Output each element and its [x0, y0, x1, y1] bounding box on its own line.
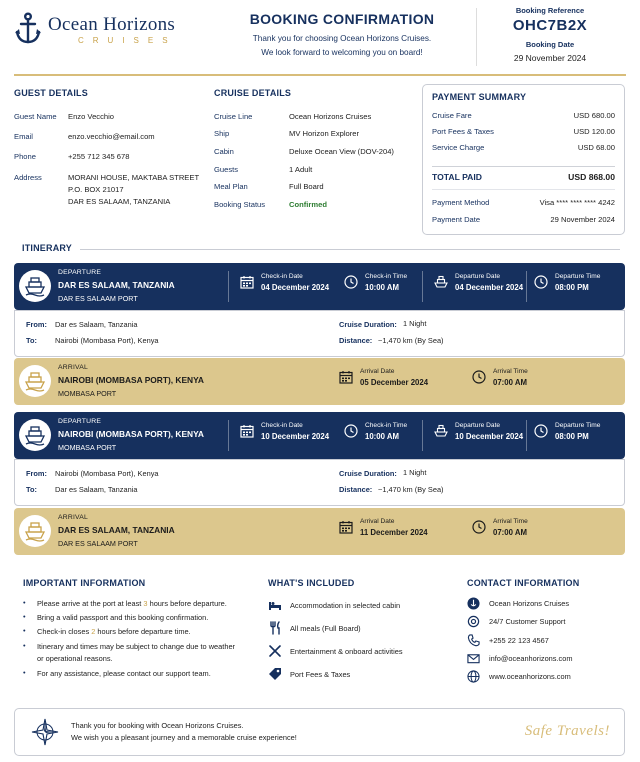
ship-icon	[19, 365, 51, 397]
entertainment-icon	[268, 644, 282, 658]
included-text: Port Fees & Taxes	[290, 669, 351, 679]
arrival-date-label: Arrival Date	[360, 368, 395, 375]
cruise-details-title: CRUISE DETAILS	[214, 88, 292, 98]
guest-details-title: GUEST DETAILS	[14, 88, 88, 98]
bed-icon	[268, 598, 282, 612]
arrival-port-name: DAR ES SALAAM PORT	[58, 539, 138, 548]
address-line-2: P.O. BOX 21017	[68, 185, 124, 194]
itinerary-title: ITINERARY	[22, 243, 72, 253]
info-bullet	[23, 668, 211, 680]
phone-label: Phone	[14, 152, 36, 161]
banner-divider	[228, 420, 229, 451]
contact-title: CONTACT INFORMATION	[467, 578, 580, 588]
departure-tag: DEPARTURE	[58, 418, 102, 425]
payment-method-label: Payment Method	[432, 198, 490, 207]
payment-summary-title: PAYMENT SUMMARY	[432, 92, 527, 102]
payment-row-label: Port Fees & Taxes	[432, 127, 494, 136]
included-item	[268, 598, 400, 612]
ship-small-icon	[434, 424, 448, 438]
tag-icon	[268, 667, 282, 681]
cabin-label: Cabin	[214, 147, 234, 156]
booking-date-label: Booking Date	[525, 40, 575, 49]
info-text: hours before departure time.	[95, 627, 191, 636]
departure-port-name: DAR ES SALAAM PORT	[58, 294, 138, 303]
departure-date-value: 04 December 2024	[455, 283, 524, 292]
info-text: hours before departure.	[147, 599, 227, 608]
arrival-date-value: 05 December 2024	[360, 378, 429, 387]
contact-text[interactable]: www.oceanhorizons.com	[489, 672, 571, 681]
checkin-date-label: Check-in Date	[261, 273, 303, 280]
cruise-line-label: Cruise Line	[214, 112, 253, 121]
booking-reference-label: Booking Reference	[515, 6, 585, 15]
from-value: Nairobi (Mombasa Port), Kenya	[55, 469, 159, 478]
included-item	[268, 667, 350, 681]
duration-value: 1 Night	[403, 319, 427, 328]
arrival-time-value: 07:00 AM	[493, 378, 527, 387]
departure-date-label: Departure Date	[455, 422, 501, 429]
email-icon	[467, 652, 480, 665]
banner-divider	[526, 271, 527, 302]
included-title: WHAT'S INCLUDED	[268, 578, 355, 588]
contact-item	[467, 615, 565, 628]
departure-date-value: 10 December 2024	[455, 432, 524, 441]
header-divider	[476, 8, 477, 66]
duration-label: Cruise Duration:	[339, 320, 397, 329]
arrival-port-name: MOMBASA PORT	[58, 389, 117, 398]
guests-value: 1 Adult	[289, 165, 313, 174]
banner-divider	[422, 271, 423, 302]
guest-name-value: Enzo Vecchio	[68, 112, 115, 121]
page-title: BOOKING CONFIRMATION	[249, 11, 435, 27]
checkin-date-value: 04 December 2024	[261, 283, 330, 292]
distance-label: Distance:	[339, 485, 373, 494]
email-label: Email	[14, 132, 33, 141]
arrival-time-cell	[472, 518, 528, 537]
banner-divider	[526, 420, 527, 451]
included-text: Accommodation in selected cabin	[290, 600, 401, 610]
contact-item	[467, 670, 571, 683]
checkin-time-label: Check-in Time	[365, 273, 408, 280]
arrival-time-label: Arrival Time	[493, 368, 528, 375]
ship-small-icon	[434, 275, 448, 289]
calendar-icon	[240, 424, 254, 438]
payment-row	[432, 127, 615, 136]
support-icon	[467, 615, 480, 628]
checkin-date-cell	[240, 422, 329, 441]
info-highlight: 2	[91, 627, 96, 636]
welcome-line: We look forward to welcoming you on board!	[261, 48, 423, 57]
contact-text[interactable]: info@oceanhorizons.com	[489, 654, 573, 663]
arrival-port: DAR ES SALAAM, TANZANIA	[58, 525, 175, 535]
arrival-tag: ARRIVAL	[58, 514, 88, 521]
clock-icon	[534, 275, 548, 289]
ship-label: Ship	[214, 129, 230, 138]
booking-status-label: Booking Status	[214, 200, 266, 209]
arrival-date-value: 11 December 2024	[360, 528, 428, 537]
info-text: Please arrive at the port at least	[37, 599, 144, 608]
company-icon	[467, 597, 480, 610]
safe-travels-signature: Safe Travels!	[524, 723, 610, 739]
arrival-date-cell	[339, 368, 428, 387]
payment-summary-card	[422, 84, 625, 235]
arrival-date-cell	[339, 518, 428, 537]
cutlery-icon	[268, 621, 282, 635]
booking-status-value: Confirmed	[289, 200, 327, 209]
footer-card	[14, 708, 625, 756]
contact-text[interactable]: +255 22 123 4567	[489, 636, 549, 645]
arrival-tag: ARRIVAL	[58, 364, 88, 371]
payment-row-label: Service Charge	[432, 143, 485, 152]
from-label: From:	[26, 469, 47, 478]
payment-row-value: USD 68.00	[577, 143, 615, 152]
email-value: enzo.vecchio@email.com	[68, 132, 155, 141]
guest-name-label: Guest Name	[14, 112, 57, 121]
important-info-title: IMPORTANT INFORMATION	[23, 578, 146, 588]
calendar-icon	[339, 520, 353, 534]
itinerary-rule	[80, 249, 620, 250]
included-item	[268, 644, 403, 658]
payment-row	[432, 111, 615, 120]
to-label: To:	[26, 485, 37, 494]
contact-item	[467, 634, 549, 647]
info-text: Itinerary and times may be subject to change due to weather	[37, 642, 236, 651]
arrival-port: NAIROBI (MOMBASA PORT), KENYA	[58, 375, 204, 385]
ship-value: MV Horizon Explorer	[289, 129, 360, 138]
booking-reference-value: OHC7B2X	[512, 17, 588, 34]
arrival-banner	[14, 508, 625, 555]
route-details	[14, 310, 625, 357]
arrival-time-cell	[472, 368, 528, 387]
globe-icon	[467, 670, 480, 683]
contact-text: 24/7 Customer Support	[489, 617, 566, 626]
calendar-icon	[339, 370, 353, 384]
distance-label: Distance:	[339, 336, 373, 345]
route-details	[14, 459, 625, 506]
departure-banner	[14, 263, 625, 310]
banner-divider	[228, 271, 229, 302]
phone-value: +255 712 345 678	[68, 152, 130, 161]
departure-tag: DEPARTURE	[58, 269, 102, 276]
departure-port: NAIROBI (MOMBASA PORT), KENYA	[58, 429, 204, 439]
payment-row-value: USD 680.00	[573, 111, 615, 120]
clock-icon	[472, 520, 486, 534]
info-bullet	[23, 598, 227, 610]
clock-icon	[472, 370, 486, 384]
duration-label: Cruise Duration:	[339, 469, 397, 478]
ship-icon	[19, 515, 51, 547]
distance-value: ~1,470 km (By Sea)	[378, 336, 444, 345]
ship-icon	[19, 270, 51, 302]
brand-name: Ocean Horizons	[48, 14, 176, 35]
cruise-line-value: Ocean Horizons Cruises	[289, 112, 372, 121]
included-item	[268, 621, 361, 635]
departure-time-label: Departure Time	[555, 273, 601, 280]
departure-date-cell	[434, 273, 523, 292]
payment-row	[432, 143, 615, 152]
departure-port-name: MOMBASA PORT	[58, 443, 117, 452]
meal-plan-label: Meal Plan	[214, 182, 248, 191]
info-bullet	[23, 641, 235, 665]
info-highlight: 3	[143, 599, 148, 608]
header-rule	[14, 74, 626, 76]
payment-divider	[432, 166, 615, 167]
departure-time-cell	[534, 273, 600, 292]
phone-icon	[467, 634, 480, 647]
departure-date-label: Departure Date	[455, 273, 501, 280]
payment-date-row	[432, 215, 615, 224]
checkin-date-value: 10 December 2024	[261, 432, 330, 441]
guests-label: Guests	[214, 165, 239, 174]
contact-item	[467, 597, 569, 610]
brand-tagline: CRUISES	[78, 36, 177, 45]
departure-time-label: Departure Time	[555, 422, 601, 429]
payment-row-value: USD 120.00	[573, 127, 615, 136]
arrival-time-value: 07:00 AM	[493, 528, 527, 537]
arrival-banner	[14, 358, 625, 405]
info-text: or operational reasons.	[37, 654, 113, 663]
thank-you-line: Thank you for choosing Ocean Horizons Cruises.	[252, 34, 432, 43]
anchor-logo-icon	[14, 12, 42, 46]
checkin-time-cell	[344, 422, 407, 441]
cabin-value: Deluxe Ocean View (DOV-204)	[289, 147, 394, 156]
payment-date-value: 29 November 2024	[550, 215, 615, 224]
departure-time-value: 08:00 PM	[555, 283, 589, 292]
from-label: From:	[26, 320, 47, 329]
clock-icon	[344, 424, 358, 438]
address-line-3: DAR ES SALAAM, TANZANIA	[68, 197, 171, 206]
departure-time-cell	[534, 422, 600, 441]
calendar-icon	[240, 275, 254, 289]
info-text: • Bring a valid passport and this booking confirmation.	[37, 613, 209, 622]
info-bullet	[23, 626, 191, 638]
departure-time-value: 08:00 PM	[555, 432, 589, 441]
to-label: To:	[26, 336, 37, 345]
booking-date-value: 29 November 2024	[513, 53, 587, 63]
payment-method-row	[432, 198, 615, 207]
address-line-1: MORANI HOUSE, MAKTABA STREET	[68, 173, 200, 182]
checkin-date-label: Check-in Date	[261, 422, 303, 429]
clock-icon	[344, 275, 358, 289]
total-paid-label: TOTAL PAID	[432, 172, 482, 182]
arrival-date-label: Arrival Date	[360, 518, 395, 525]
to-value: Nairobi (Mombasa Port), Kenya	[55, 336, 159, 345]
checkin-time-value: 10:00 AM	[365, 432, 399, 441]
from-value: Dar es Salaam, Tanzania	[55, 320, 138, 329]
ship-icon	[19, 419, 51, 451]
checkin-time-label: Check-in Time	[365, 422, 408, 429]
duration-value: 1 Night	[403, 468, 427, 477]
compass-icon	[31, 718, 59, 748]
contact-text: Ocean Horizons Cruises	[489, 599, 570, 608]
distance-value: ~1,470 km (By Sea)	[378, 485, 444, 494]
payment-divider	[432, 189, 615, 190]
info-text: Check-in closes	[37, 627, 92, 636]
departure-date-cell	[434, 422, 523, 441]
address-label: Address	[14, 173, 42, 182]
checkin-date-cell	[240, 273, 329, 292]
contact-item	[467, 652, 573, 665]
to-value: Dar es Salaam, Tanzania	[55, 485, 138, 494]
payment-date-label: Payment Date	[432, 215, 481, 224]
footer-line-2: We wish you a pleasant journey and a memorable cruise experience!	[71, 733, 297, 742]
footer-line-1: Thank you for booking with Ocean Horizons Cruises.	[71, 721, 244, 730]
departure-port: DAR ES SALAAM, TANZANIA	[58, 280, 175, 290]
included-text: All meals (Full Board)	[290, 623, 361, 633]
included-text: Entertainment & onboard activities	[290, 646, 403, 656]
info-bullet	[23, 612, 208, 624]
payment-method-value: Visa **** **** **** 4242	[539, 198, 615, 207]
departure-banner	[14, 412, 625, 459]
payment-total-row	[432, 172, 615, 182]
arrival-time-label: Arrival Time	[493, 518, 528, 525]
info-text: • For any assistance, please contact our support team.	[37, 669, 211, 678]
checkin-time-cell	[344, 273, 407, 292]
banner-divider	[422, 420, 423, 451]
clock-icon	[534, 424, 548, 438]
meal-plan-value: Full Board	[289, 182, 324, 191]
checkin-time-value: 10:00 AM	[365, 283, 399, 292]
total-paid-value: USD 868.00	[568, 172, 615, 182]
payment-row-label: Cruise Fare	[432, 111, 472, 120]
